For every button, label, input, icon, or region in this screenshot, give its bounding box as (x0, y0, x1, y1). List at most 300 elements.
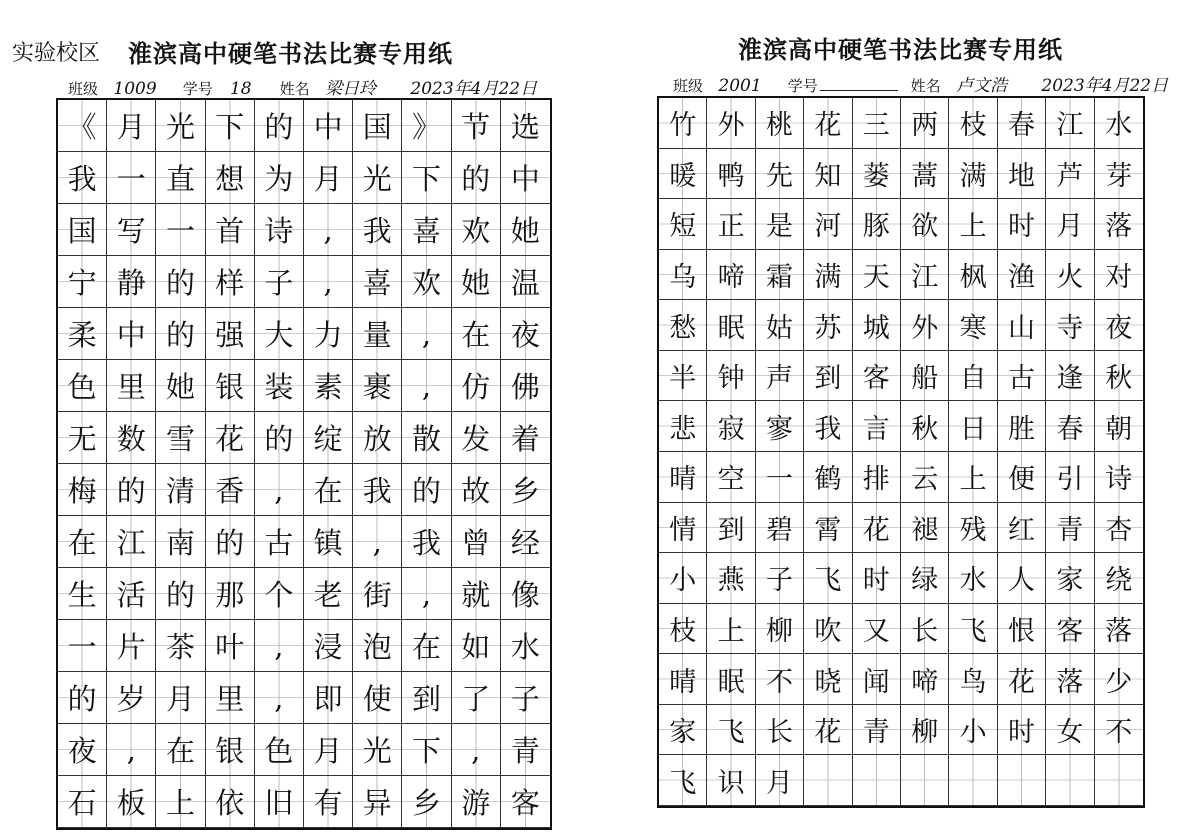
grid-cell: 半 (659, 351, 707, 402)
grid-cell: 柔 (58, 308, 107, 360)
grid-cell: 的 (156, 256, 205, 308)
right-class-value: 2001 (705, 76, 775, 97)
grid-cell: 装 (255, 360, 304, 412)
grid-cell: 下 (402, 724, 451, 776)
grid-cell: 像 (501, 568, 550, 620)
grid-cell: 残 (949, 503, 997, 554)
grid-cell: 片 (107, 620, 156, 672)
grid-cell: 节 (452, 100, 501, 152)
grid-cell: 声 (756, 351, 804, 402)
grid-cell: , (255, 672, 304, 724)
grid-cell: 正 (707, 199, 755, 250)
grid-cell: 直 (156, 152, 205, 204)
grid-cell: 客 (1046, 604, 1094, 655)
grid-cell: 欢 (452, 204, 501, 256)
grid-cell: 褪 (901, 503, 949, 554)
grid-cell: 古 (998, 351, 1046, 402)
grid-cell: 时 (998, 705, 1046, 756)
grid-cell: 样 (206, 256, 255, 308)
grid-cell: 的 (452, 152, 501, 204)
grid-cell: 日 (949, 401, 997, 452)
grid-cell: 言 (853, 401, 901, 452)
grid-cell: 杏 (1095, 503, 1143, 554)
grid-cell: 柳 (756, 604, 804, 655)
grid-cell: 旧 (255, 776, 304, 828)
grid-cell: 时 (998, 199, 1046, 250)
grid-cell: , (304, 204, 353, 256)
grid-cell: 少 (1095, 654, 1143, 705)
grid-cell (1095, 755, 1143, 806)
grid-cell: 青 (1046, 503, 1094, 554)
grid-cell: 寂 (707, 401, 755, 452)
grid-cell (1046, 755, 1094, 806)
grid-cell: 晓 (804, 654, 852, 705)
grid-cell (949, 755, 997, 806)
grid-cell: 落 (1095, 199, 1143, 250)
grid-cell: 》 (402, 100, 451, 152)
grid-cell: 火 (1046, 250, 1094, 301)
grid-cell: 春 (1046, 401, 1094, 452)
grid-cell: 街 (353, 568, 402, 620)
grid-cell: 小 (659, 553, 707, 604)
grid-cell: 上 (949, 199, 997, 250)
grid-cell: 飞 (659, 755, 707, 806)
grid-cell: 的 (255, 412, 304, 464)
grid-cell: 雪 (156, 412, 205, 464)
grid-cell: 色 (58, 360, 107, 412)
grid-cell: 有 (304, 776, 353, 828)
grid-cell: , (402, 568, 451, 620)
grid-cell: 花 (804, 705, 852, 756)
grid-cell: 那 (206, 568, 255, 620)
grid-cell: 引 (1046, 452, 1094, 503)
grid-cell: 量 (353, 308, 402, 360)
grid-cell: 了 (452, 672, 501, 724)
right-title: 淮滨高中硬笔书法比赛专用纸 (738, 36, 1063, 64)
grid-cell: 下 (402, 152, 451, 204)
grid-cell: 江 (107, 516, 156, 568)
grid-cell: 短 (659, 199, 707, 250)
grid-cell: 欢 (402, 256, 451, 308)
grid-cell: 的 (156, 308, 205, 360)
grid-cell: , (353, 516, 402, 568)
grid-cell: 首 (206, 204, 255, 256)
grid-cell: 花 (804, 98, 852, 149)
grid-cell: 豚 (853, 199, 901, 250)
grid-cell: 在 (304, 464, 353, 516)
grid-cell: 对 (1095, 250, 1143, 301)
grid-cell: 乡 (402, 776, 451, 828)
grid-cell: 姑 (756, 300, 804, 351)
grid-cell: 子 (255, 256, 304, 308)
grid-cell: 想 (206, 152, 255, 204)
grid-cell: 排 (853, 452, 901, 503)
grid-cell: 石 (58, 776, 107, 828)
grid-cell: 使 (353, 672, 402, 724)
grid-cell: 的 (107, 464, 156, 516)
grid-cell: 裹 (353, 360, 402, 412)
grid-cell: 夜 (58, 724, 107, 776)
grid-cell: 枝 (949, 98, 997, 149)
grid-cell: 喜 (353, 256, 402, 308)
grid-cell: 异 (353, 776, 402, 828)
grid-cell: 到 (707, 503, 755, 554)
grid-cell (998, 755, 1046, 806)
grid-cell: 我 (353, 204, 402, 256)
grid-cell: 两 (901, 98, 949, 149)
grid-cell: 我 (353, 464, 402, 516)
grid-cell: 活 (107, 568, 156, 620)
grid-cell: , (452, 724, 501, 776)
grid-cell: 梅 (58, 464, 107, 516)
grid-cell: 吹 (804, 604, 852, 655)
grid-cell: 鸭 (707, 149, 755, 200)
grid-cell: 在 (58, 516, 107, 568)
grid-cell: 里 (206, 672, 255, 724)
grid-cell: , (255, 464, 304, 516)
grid-cell: 竹 (659, 98, 707, 149)
grid-cell: 她 (156, 360, 205, 412)
grid-cell (804, 755, 852, 806)
grid-cell: 女 (1046, 705, 1094, 756)
grid-cell: 着 (501, 412, 550, 464)
grid-cell: 山 (998, 300, 1046, 351)
grid-cell: 中 (304, 100, 353, 152)
grid-cell: 中 (501, 152, 550, 204)
grid-cell: 静 (107, 256, 156, 308)
grid-cell: 绽 (304, 412, 353, 464)
grid-cell: 老 (304, 568, 353, 620)
grid-cell: 闻 (853, 654, 901, 705)
grid-cell: 镇 (304, 516, 353, 568)
grid-cell: 我 (58, 152, 107, 204)
grid-cell: , (402, 360, 451, 412)
grid-cell: 下 (206, 100, 255, 152)
grid-cell: 眠 (707, 300, 755, 351)
grid-cell: 依 (206, 776, 255, 828)
grid-cell: 满 (804, 250, 852, 301)
grid-cell: 强 (206, 308, 255, 360)
grid-cell: 家 (659, 705, 707, 756)
grid-cell: 月 (107, 100, 156, 152)
grid-cell: 在 (156, 724, 205, 776)
left-id-value: 18 (215, 79, 267, 100)
grid-cell: 小 (949, 705, 997, 756)
grid-cell: 晴 (659, 452, 707, 503)
grid-cell: 家 (1046, 553, 1094, 604)
left-writing-grid (56, 98, 552, 830)
grid-cell: 素 (304, 360, 353, 412)
grid-cell: 夜 (1095, 300, 1143, 351)
grid-cell: 佛 (501, 360, 550, 412)
grid-cell: 清 (156, 464, 205, 516)
grid-cell: 云 (901, 452, 949, 503)
grid-cell: 三 (853, 98, 901, 149)
grid-cell: 寒 (949, 300, 997, 351)
grid-cell: 苏 (804, 300, 852, 351)
grid-cell: 我 (402, 516, 451, 568)
grid-cell: 月 (1046, 199, 1094, 250)
grid-cell: 香 (206, 464, 255, 516)
grid-cell: 长 (756, 705, 804, 756)
grid-cell: 桃 (756, 98, 804, 149)
left-info-line (68, 74, 537, 100)
grid-cell: , (107, 724, 156, 776)
grid-cell: 水 (949, 553, 997, 604)
grid-cell: 江 (1046, 98, 1094, 149)
grid-cell: 人 (998, 553, 1046, 604)
grid-cell: 在 (402, 620, 451, 672)
left-date: 2023年4月22日 (410, 79, 538, 99)
grid-cell: 岁 (107, 672, 156, 724)
grid-cell: 一 (156, 204, 205, 256)
grid-cell: 先 (756, 149, 804, 200)
grid-cell: 长 (901, 604, 949, 655)
right-id-value (820, 90, 898, 91)
grid-cell: 花 (998, 654, 1046, 705)
grid-cell: 诗 (1095, 452, 1143, 503)
grid-cell: 芽 (1095, 149, 1143, 200)
grid-cell: 我 (804, 401, 852, 452)
grid-cell: 的 (206, 516, 255, 568)
grid-cell: 月 (304, 724, 353, 776)
grid-cell: 茶 (156, 620, 205, 672)
grid-cell: 朝 (1095, 401, 1143, 452)
grid-cell: 银 (206, 360, 255, 412)
grid-cell: 春 (998, 98, 1046, 149)
grid-cell: 船 (901, 351, 949, 402)
grid-cell: 发 (452, 412, 501, 464)
grid-cell: 河 (804, 199, 852, 250)
grid-cell: 绿 (901, 553, 949, 604)
grid-cell: 写 (107, 204, 156, 256)
grid-cell: 空 (707, 452, 755, 503)
right-info-line (673, 71, 1168, 97)
grid-cell: 自 (949, 351, 997, 402)
grid-cell: 水 (501, 620, 550, 672)
grid-cell: 光 (353, 152, 402, 204)
grid-cell: 愁 (659, 300, 707, 351)
grid-cell: 外 (901, 300, 949, 351)
grid-cell: 放 (353, 412, 402, 464)
grid-cell: 就 (452, 568, 501, 620)
grid-cell: 飞 (804, 553, 852, 604)
grid-cell: 仿 (452, 360, 501, 412)
right-id-label: 学号 (787, 77, 818, 95)
grid-cell: 大 (255, 308, 304, 360)
right-class-label: 班级 (673, 77, 704, 95)
grid-cell: 时 (853, 553, 901, 604)
grid-cell: 一 (107, 152, 156, 204)
grid-cell: 叶 (206, 620, 255, 672)
grid-cell: 的 (255, 100, 304, 152)
grid-cell: 又 (853, 604, 901, 655)
grid-cell: 她 (501, 204, 550, 256)
grid-cell: 光 (353, 724, 402, 776)
grid-cell: 月 (756, 755, 804, 806)
grid-cell: 恨 (998, 604, 1046, 655)
left-id-label: 学号 (182, 80, 213, 98)
grid-cell: 城 (853, 300, 901, 351)
grid-cell: 花 (206, 412, 255, 464)
grid-cell: 便 (998, 452, 1046, 503)
grid-cell: 秋 (1095, 351, 1143, 402)
grid-cell: 生 (58, 568, 107, 620)
grid-cell: 青 (853, 705, 901, 756)
left-title: 淮滨高中硬笔书法比赛专用纸 (128, 40, 453, 68)
grid-cell: 鹤 (804, 452, 852, 503)
grid-cell: 一 (58, 620, 107, 672)
grid-cell: 客 (853, 351, 901, 402)
grid-cell: 不 (756, 654, 804, 705)
grid-cell: 地 (998, 149, 1046, 200)
right-writing-grid (657, 96, 1145, 808)
grid-cell: 在 (452, 308, 501, 360)
grid-cell: 月 (304, 152, 353, 204)
grid-cell: 子 (501, 672, 550, 724)
grid-cell: 花 (853, 503, 901, 554)
grid-cell: 喜 (402, 204, 451, 256)
grid-cell: 鸟 (949, 654, 997, 705)
grid-cell: 乌 (659, 250, 707, 301)
grid-cell: 力 (304, 308, 353, 360)
right-name-value: 卢文浩 (943, 71, 1021, 97)
grid-cell: 青 (501, 724, 550, 776)
grid-cell: 的 (402, 464, 451, 516)
grid-cell: 月 (156, 672, 205, 724)
grid-cell: 游 (452, 776, 501, 828)
grid-cell: 霄 (804, 503, 852, 554)
grid-cell: 眠 (707, 654, 755, 705)
grid-cell: 情 (659, 503, 707, 554)
grid-cell: 南 (156, 516, 205, 568)
grid-cell: 为 (255, 152, 304, 204)
grid-cell: 天 (853, 250, 901, 301)
grid-cell: 散 (402, 412, 451, 464)
grid-cell: 中 (107, 308, 156, 360)
grid-cell: 子 (756, 553, 804, 604)
grid-cell: 不 (1095, 705, 1143, 756)
grid-cell: 到 (402, 672, 451, 724)
grid-cell: 《 (58, 100, 107, 152)
grid-cell: 如 (452, 620, 501, 672)
grid-cell: 落 (1095, 604, 1143, 655)
grid-cell: 色 (255, 724, 304, 776)
grid-cell: 一 (756, 452, 804, 503)
grid-cell: 秋 (901, 401, 949, 452)
left-name-label: 姓名 (279, 80, 310, 98)
right-date: 2023年4月22日 (1041, 76, 1169, 96)
grid-cell: 钟 (707, 351, 755, 402)
grid-cell: , (255, 620, 304, 672)
grid-cell: 知 (804, 149, 852, 200)
grid-cell: 曾 (452, 516, 501, 568)
left-name-value: 梁日玲 (312, 74, 390, 100)
left-class-label: 班级 (68, 80, 99, 98)
grid-cell: 逢 (1046, 351, 1094, 402)
grid-cell: 渔 (998, 250, 1046, 301)
grid-cell: 到 (804, 351, 852, 402)
grid-cell: 枫 (949, 250, 997, 301)
grid-cell: 银 (206, 724, 255, 776)
grid-cell: 蒌 (853, 149, 901, 200)
grid-cell (853, 755, 901, 806)
left-school-label: 实验校区 (12, 41, 101, 66)
grid-cell: 上 (949, 452, 997, 503)
grid-cell: 客 (501, 776, 550, 828)
grid-cell: 芦 (1046, 149, 1094, 200)
grid-cell: 国 (353, 100, 402, 152)
grid-cell: 啼 (707, 250, 755, 301)
grid-cell: 胜 (998, 401, 1046, 452)
grid-cell (901, 755, 949, 806)
grid-cell: 柳 (901, 705, 949, 756)
grid-cell: 故 (452, 464, 501, 516)
grid-cell: 暖 (659, 149, 707, 200)
grid-cell: 板 (107, 776, 156, 828)
grid-cell: 悲 (659, 401, 707, 452)
grid-cell: 识 (707, 755, 755, 806)
grid-cell: 里 (107, 360, 156, 412)
grid-cell: 飞 (707, 705, 755, 756)
grid-cell: 江 (901, 250, 949, 301)
grid-cell: 上 (156, 776, 205, 828)
grid-cell: 经 (501, 516, 550, 568)
grid-cell: , (402, 308, 451, 360)
grid-cell: , (304, 256, 353, 308)
grid-cell: 枝 (659, 604, 707, 655)
grid-cell: 寺 (1046, 300, 1094, 351)
grid-cell: 是 (756, 199, 804, 250)
grid-cell: 诗 (255, 204, 304, 256)
grid-cell: 欲 (901, 199, 949, 250)
grid-cell: 外 (707, 98, 755, 149)
grid-cell: 泡 (353, 620, 402, 672)
grid-cell: 宁 (58, 256, 107, 308)
grid-cell: 晴 (659, 654, 707, 705)
grid-cell: 光 (156, 100, 205, 152)
grid-cell: 浸 (304, 620, 353, 672)
grid-cell: 的 (58, 672, 107, 724)
grid-cell: 夜 (501, 308, 550, 360)
grid-cell: 乡 (501, 464, 550, 516)
grid-cell: 燕 (707, 553, 755, 604)
grid-cell: 个 (255, 568, 304, 620)
grid-cell: 霜 (756, 250, 804, 301)
grid-cell: 啼 (901, 654, 949, 705)
grid-cell: 上 (707, 604, 755, 655)
grid-cell: 她 (452, 256, 501, 308)
grid-cell: 的 (156, 568, 205, 620)
grid-cell: 数 (107, 412, 156, 464)
grid-cell: 无 (58, 412, 107, 464)
grid-cell: 古 (255, 516, 304, 568)
grid-cell: 绕 (1095, 553, 1143, 604)
grid-cell: 国 (58, 204, 107, 256)
grid-cell: 红 (998, 503, 1046, 554)
right-name-label: 姓名 (910, 77, 941, 95)
grid-cell: 选 (501, 100, 550, 152)
grid-cell: 水 (1095, 98, 1143, 149)
grid-cell: 温 (501, 256, 550, 308)
grid-cell: 蒿 (901, 149, 949, 200)
grid-cell: 寥 (756, 401, 804, 452)
grid-cell: 飞 (949, 604, 997, 655)
grid-cell: 碧 (756, 503, 804, 554)
grid-cell: 满 (949, 149, 997, 200)
left-class-value: 1009 (100, 79, 170, 100)
grid-cell: 即 (304, 672, 353, 724)
